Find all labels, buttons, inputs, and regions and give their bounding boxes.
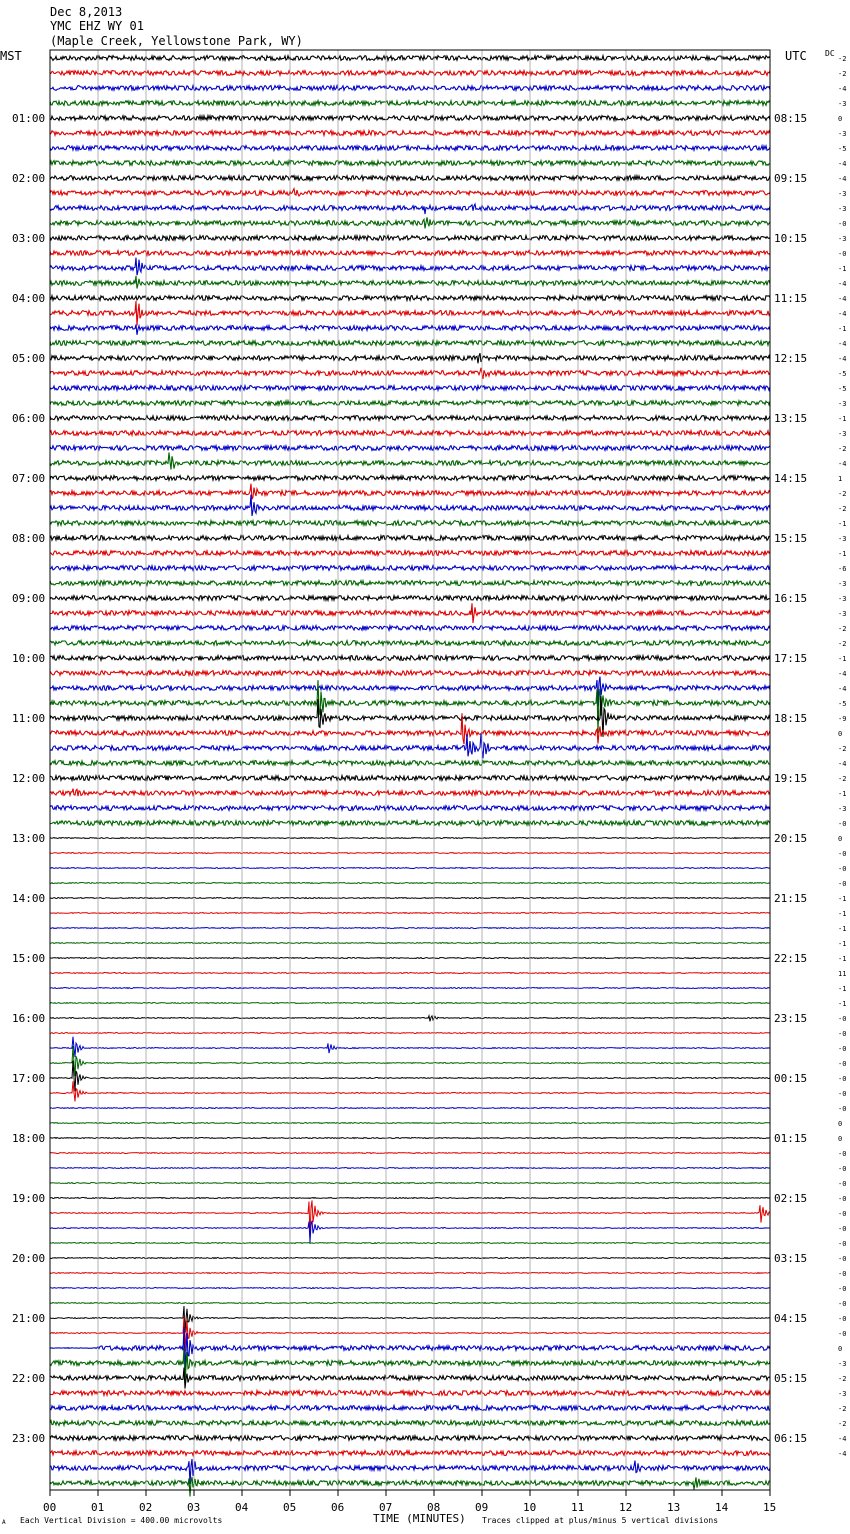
dc-label: DC [825, 49, 835, 58]
left-hour-label: 23:00 [12, 1432, 46, 1445]
right-hour-label: 17:15 [774, 652, 808, 665]
seismic-trace [50, 1306, 770, 1332]
dc-offset-label: -5 [838, 385, 847, 393]
x-tick-label: 09 [475, 1501, 489, 1514]
x-tick-label: 06 [331, 1501, 345, 1514]
seismic-trace [50, 1033, 770, 1034]
dc-offset-label: 0 [838, 730, 843, 738]
seismic-trace [50, 1183, 770, 1184]
dc-offset-label: -2 [838, 445, 847, 453]
seismic-trace [50, 1391, 770, 1396]
seismic-trace [50, 1046, 770, 1076]
seismic-trace [50, 1327, 770, 1372]
seismic-trace [50, 1477, 770, 1497]
left-hour-label: 17:00 [12, 1072, 46, 1085]
dc-offset-label: -1 [838, 655, 847, 663]
right-hour-label: 22:15 [774, 952, 808, 965]
dc-offset-label: -3 [838, 1360, 847, 1368]
right-hour-label: 16:15 [774, 592, 808, 605]
seismic-trace [50, 1108, 770, 1109]
left-hour-label: 08:00 [12, 532, 46, 545]
footer-clip-note: Traces clipped at plus/minus 5 vertical divisions [482, 1516, 719, 1525]
dc-offset-label: -2 [838, 640, 847, 648]
dc-offset-label: -0 [838, 250, 847, 258]
right-hour-label: 05:15 [774, 1372, 808, 1385]
seismic-trace [50, 161, 770, 166]
dc-offset-label: -3 [838, 130, 847, 138]
dc-offset-label: -1 [838, 325, 847, 333]
seismic-trace [50, 1459, 770, 1484]
seismic-trace [50, 325, 770, 335]
dc-offset-label: -4 [838, 310, 847, 318]
dc-offset-label: 0 [838, 1135, 843, 1143]
dc-offset-label: -4 [838, 670, 847, 678]
seismic-trace [50, 1421, 770, 1426]
dc-offset-label: -0 [838, 1285, 847, 1293]
dc-offset-label: -3 [838, 190, 847, 198]
dc-offset-label: -0 [838, 1105, 847, 1113]
seismic-trace [50, 401, 770, 406]
seismic-trace [50, 1003, 770, 1004]
left-hour-label: 22:00 [12, 1372, 46, 1385]
header-station: YMC EHZ WY 01 [50, 19, 144, 33]
seismic-trace [50, 898, 770, 899]
right-hour-label: 09:15 [774, 172, 808, 185]
dc-offset-label: -1 [838, 520, 847, 528]
left-hour-label: 15:00 [12, 952, 46, 965]
dc-offset-label: -4 [838, 280, 847, 288]
dc-offset-label: -2 [838, 1405, 847, 1413]
seismic-trace [50, 988, 770, 989]
dc-offset-label: 0 [838, 1120, 843, 1128]
dc-offset-label: -3 [838, 595, 847, 603]
dc-offset-label: -2 [838, 625, 847, 633]
seismic-trace [50, 1138, 770, 1139]
left-hour-label: 02:00 [12, 172, 46, 185]
dc-offset-label: 0 [838, 835, 843, 843]
right-hour-label: 12:15 [774, 352, 808, 365]
seismic-trace [50, 1016, 770, 1022]
seismic-trace [50, 296, 770, 301]
dc-offset-label: -0 [838, 865, 847, 873]
seismic-trace [50, 484, 770, 500]
seismic-trace [50, 603, 770, 623]
right-hour-label: 13:15 [774, 412, 808, 425]
x-tick-label: 01 [91, 1501, 105, 1514]
left-hour-label: 14:00 [12, 892, 46, 905]
x-tick-label: 02 [139, 1501, 153, 1514]
dc-offset-labels [838, 55, 846, 1458]
corner-mark: A [2, 1519, 6, 1526]
seismic-trace [50, 913, 770, 914]
dc-offset-label: -3 [838, 805, 847, 813]
seismic-trace [50, 116, 770, 121]
left-hour-label: 10:00 [12, 652, 46, 665]
dc-offset-label: -0 [838, 820, 847, 828]
dc-offset-label: -5 [838, 700, 847, 708]
dc-offset-label: -0 [838, 1165, 847, 1173]
dc-offset-label: -9 [838, 715, 847, 723]
seismic-trace [50, 1061, 770, 1092]
left-hour-label: 09:00 [12, 592, 46, 605]
right-hour-label: 20:15 [774, 832, 808, 845]
dc-offset-label: -0 [838, 1090, 847, 1098]
seismogram-traces [50, 56, 770, 1497]
x-tick-label: 10 [523, 1501, 537, 1514]
dc-offset-label: -3 [838, 235, 847, 243]
seismic-trace [50, 189, 770, 196]
seismic-trace [50, 101, 770, 106]
seismic-trace [50, 883, 770, 884]
dc-offset-label: -0 [838, 1315, 847, 1323]
seismic-trace [50, 258, 770, 276]
dc-offset-label: -2 [838, 70, 847, 78]
right-hour-label: 11:15 [774, 292, 808, 305]
dc-offset-label: -2 [838, 55, 847, 63]
x-tick-label: 12 [619, 1501, 633, 1514]
seismic-trace [50, 176, 770, 181]
seismic-trace [50, 536, 770, 541]
seismic-trace [50, 1368, 770, 1389]
dc-offset-label: -3 [838, 610, 847, 618]
seismic-trace [50, 761, 770, 766]
seismic-trace [50, 1168, 770, 1169]
dc-offset-label: -0 [838, 1180, 847, 1188]
left-hour-label: 16:00 [12, 1012, 46, 1025]
dc-offset-label: -3 [838, 535, 847, 543]
x-tick-label: 05 [283, 1501, 297, 1514]
seismic-trace [50, 973, 770, 974]
left-hour-label: 20:00 [12, 1252, 46, 1265]
dc-offset-label: -4 [838, 460, 847, 468]
dc-offset-label: -4 [838, 340, 847, 348]
plot-border [50, 50, 770, 1490]
seismic-trace [50, 1200, 770, 1238]
left-timezone-label: MST [0, 49, 22, 63]
seismic-trace [50, 521, 770, 526]
seismic-trace [50, 958, 770, 959]
dc-offset-label: -0 [838, 1150, 847, 1158]
right-timezone-label: UTC [785, 49, 807, 63]
seismic-trace [50, 789, 770, 797]
seismic-trace [50, 1123, 770, 1124]
dc-offset-label: -2 [838, 775, 847, 783]
dc-offset-label: -0 [838, 1225, 847, 1233]
left-hour-label: 13:00 [12, 832, 46, 845]
seismic-trace [50, 1081, 770, 1101]
seismic-trace [50, 431, 770, 436]
right-hour-label: 03:15 [774, 1252, 808, 1265]
dc-offset-label: -0 [838, 1075, 847, 1083]
seismic-trace [50, 581, 770, 586]
right-hour-label: 06:15 [774, 1432, 808, 1445]
x-tick-label: 13 [667, 1501, 681, 1514]
seismic-trace [50, 838, 770, 839]
x-tick-label: 07 [379, 1501, 393, 1514]
seismic-trace [50, 131, 770, 136]
dc-offset-label: -0 [838, 880, 847, 888]
seismic-trace [50, 868, 770, 869]
dc-offset-label: -1 [838, 985, 847, 993]
seismic-trace [50, 1037, 770, 1057]
right-hour-labels [774, 112, 807, 1445]
dc-offset-label: -6 [838, 565, 847, 573]
right-hour-label: 14:15 [774, 472, 808, 485]
dc-offset-label: -0 [838, 1030, 847, 1038]
seismic-trace [50, 1288, 770, 1289]
dc-offset-label: -2 [838, 505, 847, 513]
seismic-trace [50, 551, 770, 556]
right-hour-label: 18:15 [774, 712, 808, 725]
seismic-trace [50, 86, 770, 91]
dc-offset-label: -0 [838, 220, 847, 228]
dc-offset-label: -3 [838, 1390, 847, 1398]
dc-offset-label: -0 [838, 1195, 847, 1203]
seismic-trace [50, 452, 770, 469]
seismic-trace [50, 416, 770, 421]
dc-offset-label: -2 [838, 1375, 847, 1383]
dc-offset-label: -0 [838, 1255, 847, 1263]
x-tick-label: 00 [43, 1501, 57, 1514]
seismic-trace [50, 353, 770, 363]
left-hour-label: 04:00 [12, 292, 46, 305]
seismic-trace [50, 656, 770, 661]
seismic-trace [50, 671, 770, 676]
right-hour-label: 15:15 [774, 532, 808, 545]
dc-offset-label: -1 [838, 895, 847, 903]
seismic-trace [50, 641, 770, 646]
dc-offset-label: -4 [838, 175, 847, 183]
seismic-trace [50, 56, 770, 61]
dc-offset-label: -1 [838, 265, 847, 273]
seismic-trace [50, 146, 770, 151]
left-hour-label: 12:00 [12, 772, 46, 785]
left-hour-labels [12, 112, 45, 1445]
x-axis-ticks [43, 1490, 776, 1514]
seismic-trace [50, 204, 770, 214]
footer-scale-note: Each Vertical Division = 400.00 microvolts [20, 1516, 223, 1525]
seismic-trace [50, 566, 770, 571]
dc-offset-label: -0 [838, 850, 847, 858]
dc-offset-label: -5 [838, 145, 847, 153]
right-hour-label: 10:15 [774, 232, 808, 245]
seismic-trace [50, 1303, 770, 1304]
seismic-trace [50, 276, 770, 289]
dc-offset-label: -1 [838, 955, 847, 963]
seismic-trace [50, 734, 770, 759]
seismic-trace [50, 495, 770, 517]
dc-offset-label: -0 [838, 1270, 847, 1278]
dc-offset-label: -0 [838, 1015, 847, 1023]
dc-offset-label: -4 [838, 685, 847, 693]
right-hour-label: 23:15 [774, 1012, 808, 1025]
left-hour-label: 19:00 [12, 1192, 46, 1205]
x-tick-label: 03 [187, 1501, 201, 1514]
dc-offset-label: -1 [838, 415, 847, 423]
seismic-trace [50, 476, 770, 481]
left-hour-label: 11:00 [12, 712, 46, 725]
dc-offset-label: -0 [838, 1300, 847, 1308]
seismic-trace [50, 301, 770, 325]
dc-offset-label: -2 [838, 745, 847, 753]
dc-offset-label: -1 [838, 910, 847, 918]
x-axis-title: TIME (MINUTES) [373, 1512, 466, 1525]
right-hour-label: 00:15 [774, 1072, 808, 1085]
seismic-trace [50, 368, 770, 379]
dc-offset-label: -3 [838, 580, 847, 588]
seismic-trace [50, 386, 770, 391]
x-tick-label: 08 [427, 1501, 441, 1514]
dc-offset-label: -2 [838, 490, 847, 498]
seismic-trace [50, 446, 770, 451]
header-location: (Maple Creek, Yellowstone Park, WY) [50, 34, 303, 48]
seismic-trace [50, 776, 770, 781]
dc-offset-label: -0 [838, 1210, 847, 1218]
dc-offset-label: -4 [838, 1450, 847, 1458]
left-hour-label: 05:00 [12, 352, 46, 365]
seismic-trace [50, 806, 770, 811]
right-hour-label: 08:15 [774, 112, 808, 125]
dc-offset-label: -4 [838, 295, 847, 303]
seismic-trace [50, 943, 770, 944]
x-tick-label: 14 [715, 1501, 729, 1514]
seismic-trace [50, 236, 770, 241]
right-hour-label: 21:15 [774, 892, 808, 905]
dc-offset-label: -3 [838, 205, 847, 213]
seismic-trace [50, 1436, 770, 1441]
dc-offset-label: -0 [838, 1330, 847, 1338]
left-hour-label: 18:00 [12, 1132, 46, 1145]
dc-offset-label: -0 [838, 1240, 847, 1248]
seismic-trace [50, 341, 770, 346]
dc-offset-label: -4 [838, 160, 847, 168]
dc-offset-label: -3 [838, 430, 847, 438]
dc-offset-label: -3 [838, 100, 847, 108]
left-hour-label: 06:00 [12, 412, 46, 425]
seismic-trace [50, 1406, 770, 1411]
dc-offset-label: -4 [838, 85, 847, 93]
seismic-trace [50, 821, 770, 826]
dc-offset-label: -3 [838, 400, 847, 408]
right-hour-label: 19:15 [774, 772, 808, 785]
dc-offset-label: -1 [838, 925, 847, 933]
seismic-trace [50, 596, 770, 601]
seismic-trace [50, 928, 770, 929]
seismic-trace [50, 217, 770, 228]
dc-offset-label: -4 [838, 355, 847, 363]
dc-offset-label: -4 [838, 1435, 847, 1443]
dc-offset-label: -0 [838, 1045, 847, 1053]
left-hour-label: 03:00 [12, 232, 46, 245]
seismic-trace [50, 1273, 770, 1274]
dc-offset-label: -4 [838, 760, 847, 768]
seismic-trace [50, 251, 770, 256]
x-tick-label: 04 [235, 1501, 249, 1514]
right-hour-label: 02:15 [774, 1192, 808, 1205]
seismic-trace [50, 626, 770, 631]
x-tick-label: 15 [763, 1501, 777, 1514]
seismic-trace [50, 1153, 770, 1154]
dc-offset-label: 0 [838, 115, 843, 123]
dc-offset-label: -1 [838, 1000, 847, 1008]
seismic-trace [50, 1243, 770, 1244]
dc-offset-label: 0 [838, 1345, 843, 1353]
dc-offset-label: -5 [838, 370, 847, 378]
seismic-trace [50, 71, 770, 76]
left-hour-label: 01:00 [12, 112, 46, 125]
dc-offset-label: -1 [838, 940, 847, 948]
dc-offset-label: -0 [838, 1060, 847, 1068]
right-hour-label: 04:15 [774, 1312, 808, 1325]
right-hour-label: 01:15 [774, 1132, 808, 1145]
plot-frame [50, 50, 770, 1490]
dc-offset-label: 1 [838, 475, 843, 483]
dc-offset-label: -1 [838, 550, 847, 558]
seismic-trace [50, 853, 770, 854]
dc-offset-label: -2 [838, 1420, 847, 1428]
left-hour-label: 07:00 [12, 472, 46, 485]
x-tick-label: 11 [571, 1501, 585, 1514]
dc-offset-label: 11 [838, 970, 847, 978]
seismic-trace [50, 1198, 770, 1199]
header-date: Dec 8,2013 [50, 5, 123, 19]
seismic-trace [50, 1451, 770, 1456]
left-hour-label: 21:00 [12, 1312, 46, 1325]
seismic-trace [50, 1221, 770, 1243]
seismic-trace [50, 1258, 770, 1259]
dc-offset-label: -1 [838, 790, 847, 798]
